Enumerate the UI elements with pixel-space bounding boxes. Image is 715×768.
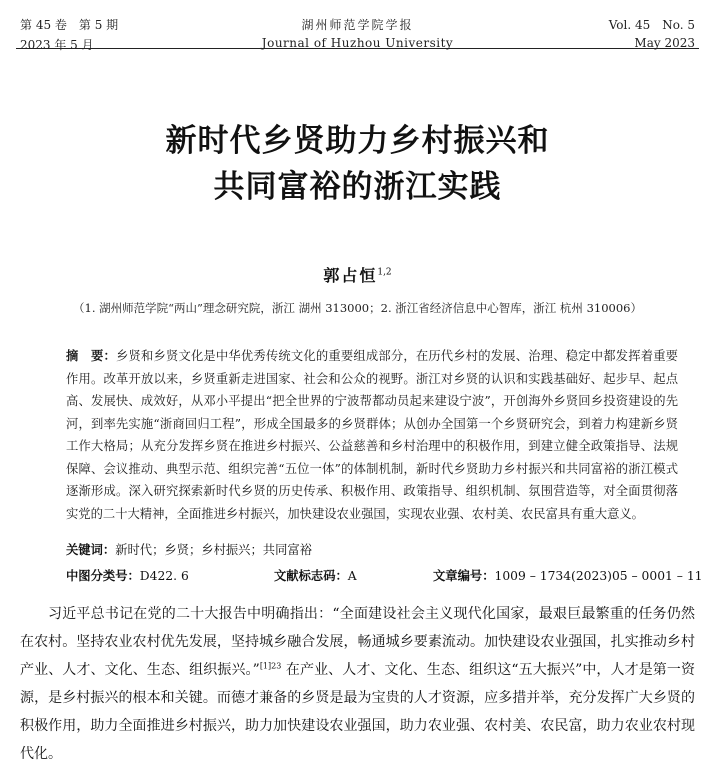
clc-label: 中图分类号：	[66, 569, 140, 583]
author	[0, 263, 715, 286]
article-number	[433, 566, 702, 586]
journal-name-en: Journal of Huzhou University	[261, 36, 454, 50]
author-name: 郭占恒	[323, 266, 378, 285]
title-line-2: 共同富裕的浙江实践	[213, 169, 502, 205]
volume-issue-en: Vol. 45 No. 5	[608, 18, 695, 32]
keywords-label: 关键词：	[66, 543, 116, 557]
keywords	[66, 540, 678, 560]
clc-value: D422. 6	[139, 569, 189, 583]
title-line-1: 新时代乡贤助力乡村振兴和	[165, 123, 550, 159]
abstract	[66, 345, 678, 525]
article-number-label: 文章编号：	[433, 569, 495, 583]
article-number-value: 1009 – 1734(2023)05 – 0001 – 11	[494, 569, 703, 583]
body-text-part-2: 在产业、人才、文化、生态、组织这“五大振兴”中，人才是第一资源，是乡村振兴的根本和关键。而德才兼备的乡贤是最为宝贵的人才资源，应多措并举，充分发挥广大乡贤的积极作用，助力全面推进乡村振兴，助力加快建设农业强国，助力农业强、农村美、农民富，助力农业农村现代化。	[20, 662, 696, 762]
document-code-label: 文献标志码：	[274, 569, 348, 583]
affiliation: （1. 湖州师范学院“两山”理念研究院，浙江 湖州 313000；2. 浙江省经济信息中心智库，浙江 杭州 310006）	[73, 301, 642, 315]
volume-issue: 第 45 卷 第 5 期	[20, 18, 119, 32]
document-code-value: A	[347, 569, 357, 583]
abstract-text: 乡贤和乡贤文化是中华优秀传统文化的重要组成部分，在历代乡村的发展、治理、稳定中都发挥着重要作用。改革开放以来，乡贤重新走进国家、社会和公众的视野。浙江对乡贤的认识和实践基础好、起步早、起点高、发展快、成效好，从邓小平提出“把全世界的宁波帮都动员起来建设宁波”，开创海外乡贤回乡投资建设的先河，到率先实施“浙商回归工程”，形成全国最多的乡贤群体；从创办全国第一个乡贤研究会，到着力构建新乡贤工作大格局；从充分发挥乡贤在推进乡村振兴、公益慈善和乡村治理中的积极作用，到建立健全政策指导、法规保障、会议推动、典型示范、组织完善“五位一体”的体制机制，新时代乡贤助力乡村振兴和共同富裕的浙江模式逐渐形成。深入研究探索新时代乡贤的历史传承、积极作用、政策指导、组织机制、氛围营造等，对全面贯彻落实党的二十大精神，全面推进乡村振兴，加快建设农业强国，实现农业强、农村美、农民富具有重大意义。	[66, 349, 678, 521]
publication-date-en: May 2023	[634, 36, 695, 50]
publication-date: 2023 年 5 月	[20, 38, 94, 52]
body-text-part-1: 习近平总书记在党的二十大报告中明确指出：“全面建设社会主义现代化国家，最艰巨最繁重的任务仍然在农村。坚持农业农村优先发展，坚持城乡融合发展，畅通城乡要素流动。加快建设农业强国，扎实推动乡村产业、人才、文化、生态、组织振兴。”	[20, 606, 695, 678]
header-rule	[16, 48, 699, 49]
citation-ref[interactable]: [1]23	[259, 661, 282, 671]
body-paragraph	[20, 600, 695, 768]
clc-number	[66, 566, 189, 586]
paper-title	[0, 118, 715, 210]
author-affiliation-mark: 1,2	[377, 267, 392, 278]
journal-name-cn: 湖州师范学院学报	[301, 18, 414, 32]
keywords-text: 新时代；乡贤；乡村振兴；共同富裕	[115, 543, 312, 557]
document-code	[274, 566, 357, 586]
abstract-label: 摘 要：	[66, 349, 116, 363]
